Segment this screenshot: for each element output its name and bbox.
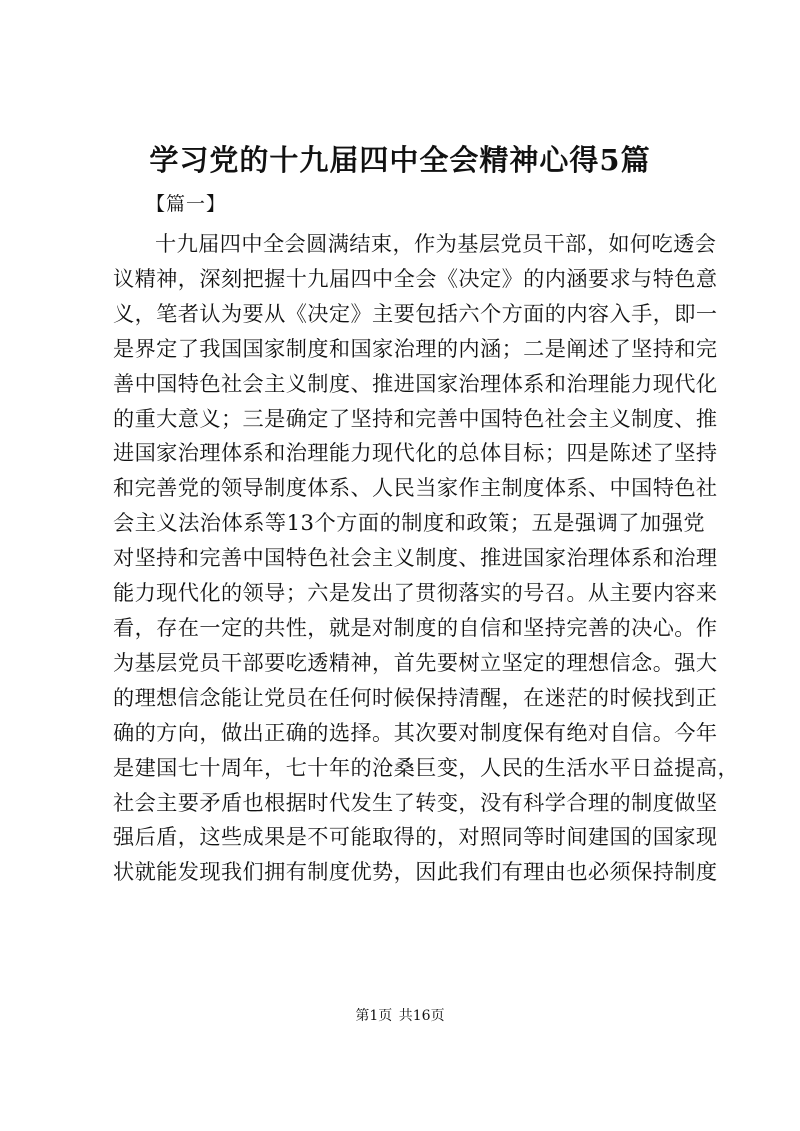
body-line: 对坚持和完善中国特色社会主义制度、推进国家治理体系和治理 bbox=[113, 545, 718, 571]
body-line: 看，存在一定的共性，就是对制度的自信和坚持完善的决心。作 bbox=[113, 614, 718, 640]
body-line: 义，笔者认为要从《决定》主要包括六个方面的内容入手，即一 bbox=[113, 300, 718, 326]
body-line: 的理想信念能让党员在任何时候保持清醒，在迷茫的时候找到正 bbox=[113, 684, 718, 710]
body-line: 确的方向，做出正确的选择。其次要对制度保有绝对自信。今年 bbox=[113, 719, 718, 745]
body-line: 会主义法治体系等13个方面的制度和政策；五是强调了加强党 bbox=[113, 510, 705, 536]
body-text bbox=[113, 227, 740, 890]
page-total: 共16页 bbox=[398, 1008, 445, 1024]
body-line: 十九届四中全会圆满结束，作为基层党员干部，如何吃透会 bbox=[155, 231, 717, 256]
body-line: 和完善党的领导制度体系、人民当家作主制度体系、中国特色社 bbox=[113, 475, 718, 501]
body-line: 善中国特色社会主义制度、推进国家治理体系和治理能力现代化 bbox=[113, 370, 718, 396]
body-line: 是界定了我国国家制度和国家治理的内涵；二是阐述了坚持和完 bbox=[113, 335, 718, 361]
body-line: 议精神，深刻把握十九届四中全会《决定》的内涵要求与特色意 bbox=[113, 265, 718, 291]
section-label: 【篇一】 bbox=[146, 193, 227, 215]
body-line: 社会主要矛盾也根据时代发生了转变，没有科学合理的制度做坚 bbox=[113, 789, 718, 815]
page-footer bbox=[0, 1006, 800, 1026]
body-line: 为基层党员干部要吃透精神，首先要树立坚定的理想信念。强大 bbox=[113, 649, 718, 675]
body-line: 能力现代化的领导；六是发出了贯彻落实的号召。从主要内容来 bbox=[113, 580, 718, 606]
body-line: 强后盾，这些成果是不可能取得的，对照同等时间建国的国家现 bbox=[113, 824, 718, 850]
body-line: 进国家治理体系和治理能力现代化的总体目标；四是陈述了坚持 bbox=[113, 440, 718, 466]
document-title: 学习党的十九届四中全会精神心得5篇 bbox=[149, 143, 651, 177]
body-line: 的重大意义；三是确定了坚持和完善中国特色社会主义制度、推 bbox=[113, 405, 718, 431]
body-line: 状就能发现我们拥有制度优势，因此我们有理由也必须保持制度 bbox=[113, 859, 718, 885]
page-number: 第1页 bbox=[355, 1008, 393, 1024]
body-line: 是建国七十周年，七十年的沧桑巨变，人民的生活水平日益提高， bbox=[113, 754, 740, 780]
